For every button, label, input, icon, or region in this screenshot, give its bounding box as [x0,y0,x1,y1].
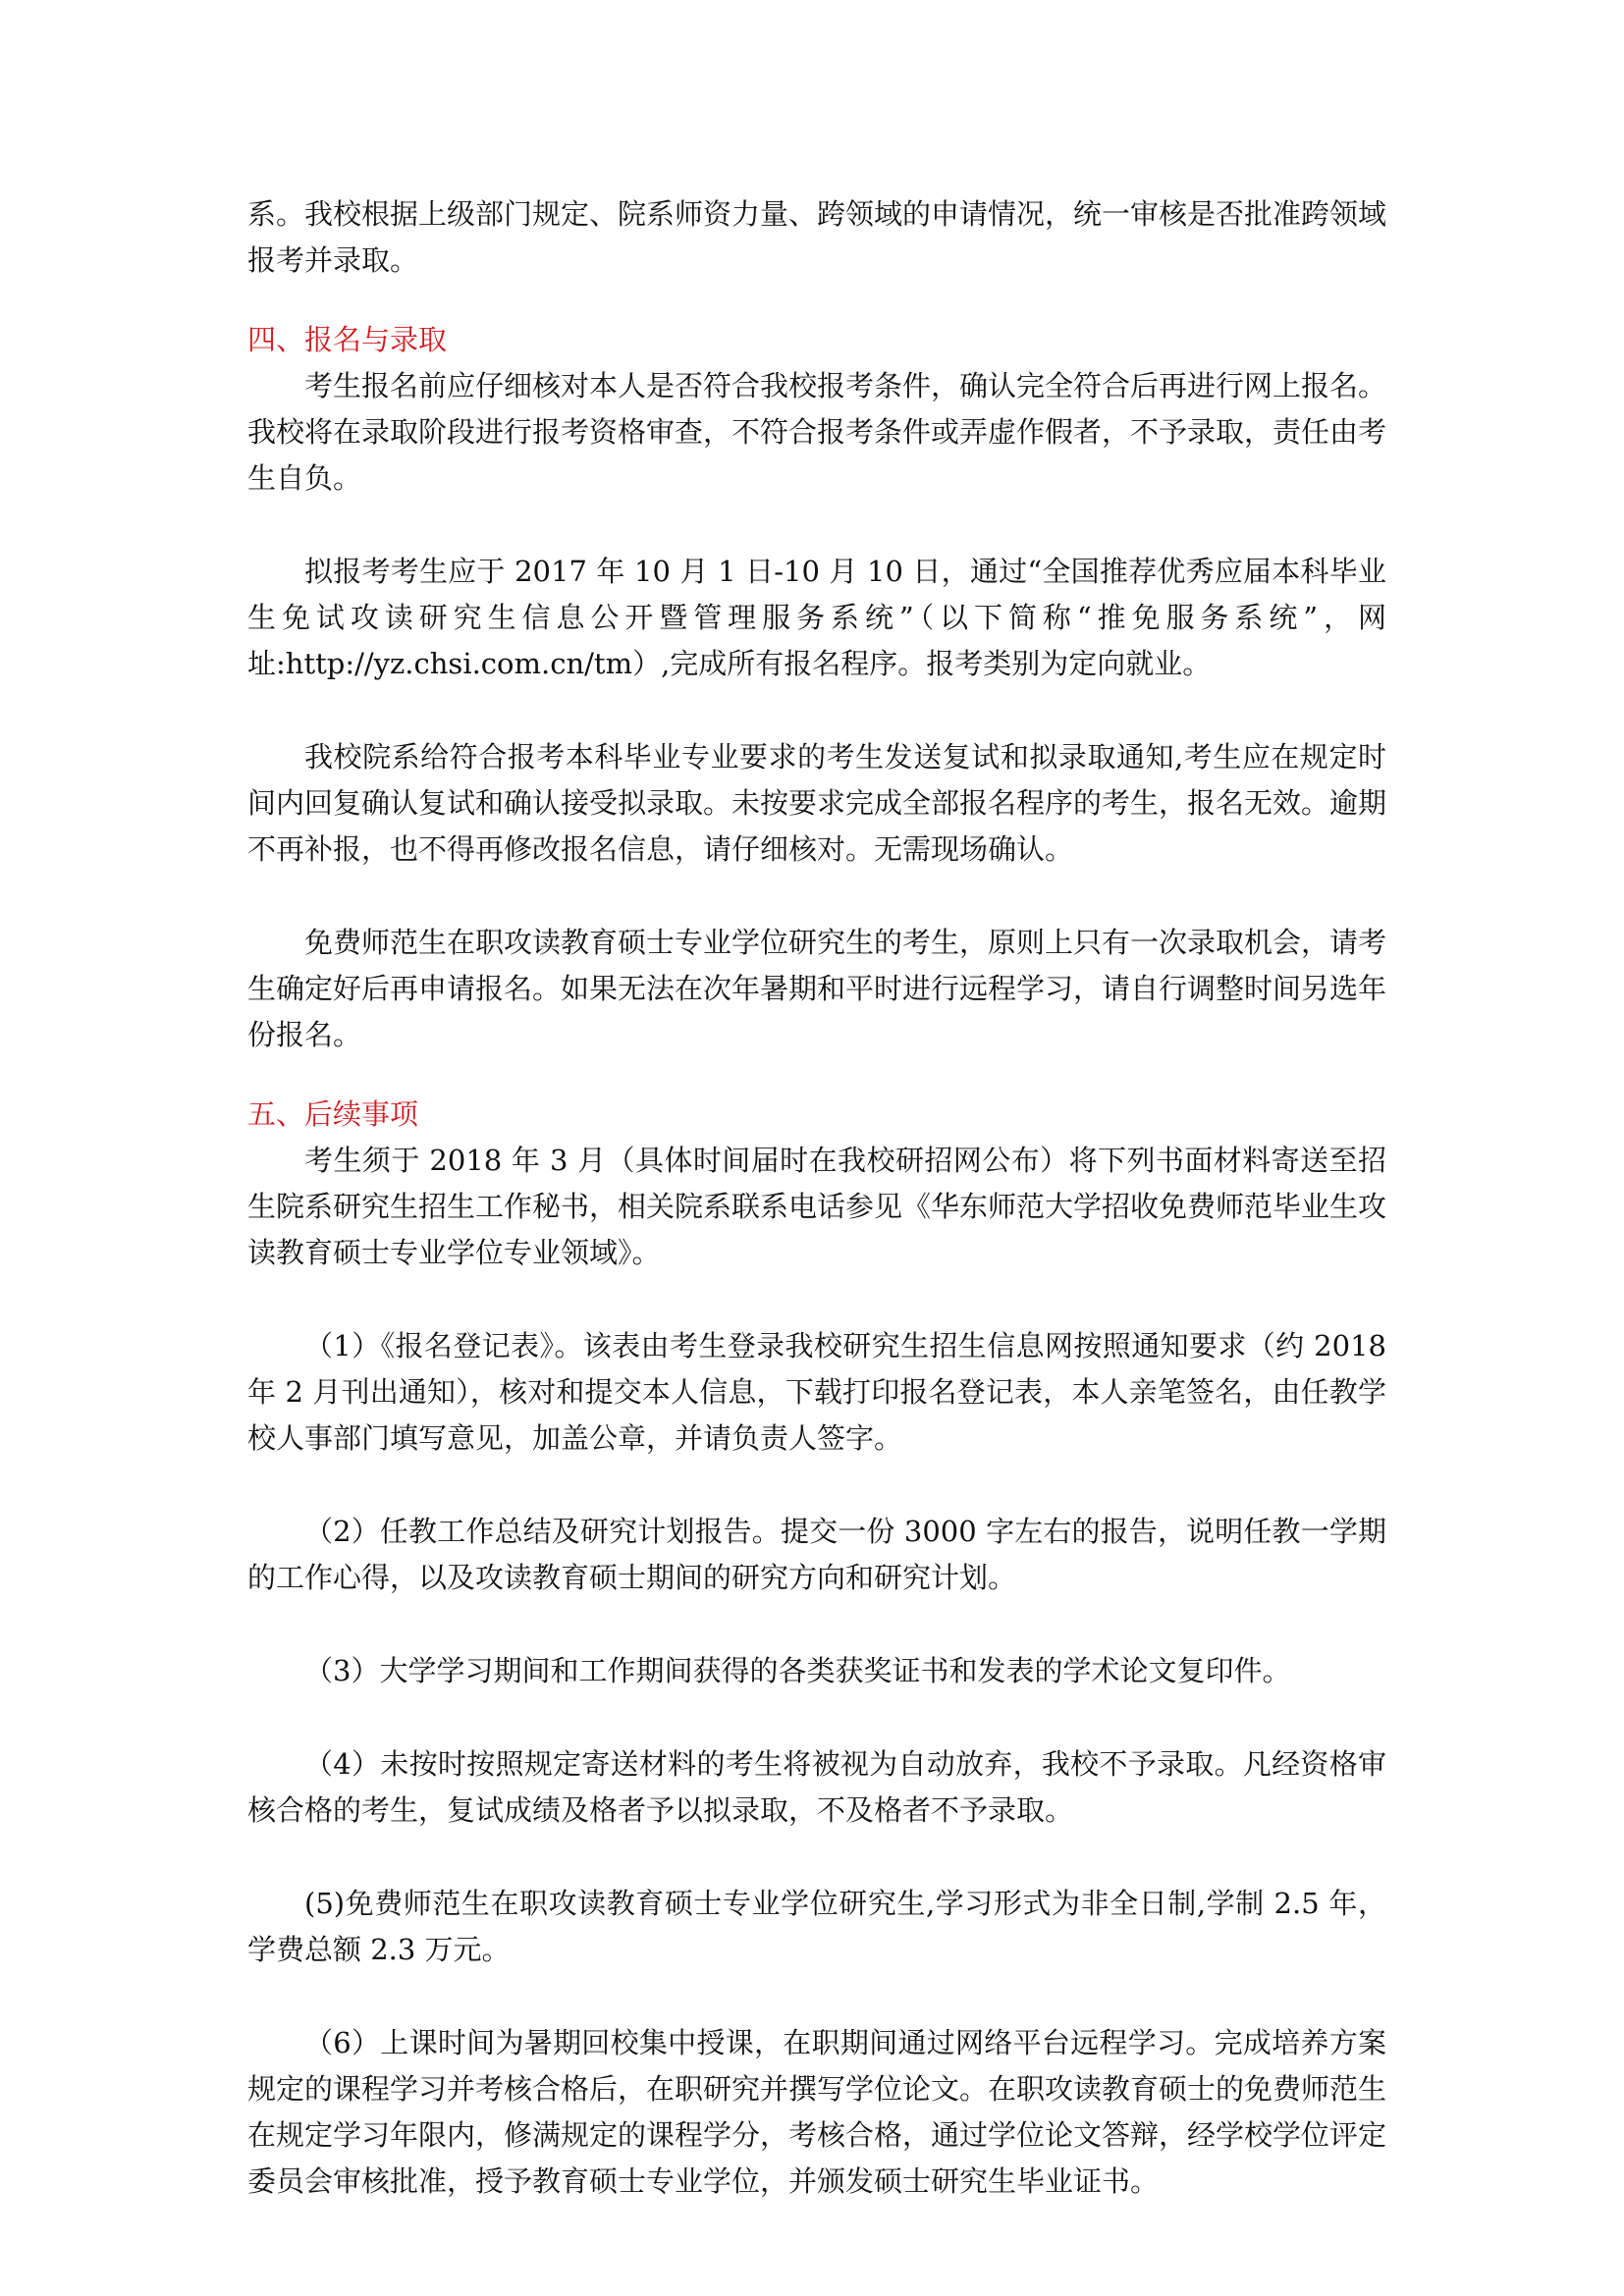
list-item-late-materials: （4）未按时按照规定寄送材料的考生将被视为自动放弃，我校不予录取。凡经资格审核合格的考生，复试成绩及格者予以拟录取，不及格者不予录取。 [247,1747,1386,1827]
list-item-class-schedule: （6）上课时间为暑期回校集中授课，在职期间通过网络平台远程学习。完成培养方案规定的课程学习并考核合格后，在职研究并撰写学位论文。在职攻读教育硕士的免费师范生在规定学习年限内，修满规定的课程学分，考核合格，通过学位论文答辩，经学校学位评定委员会审核批准，授予教育硕士专业学位，并颁发硕士研究生毕业证书。 [247,2026,1387,2198]
paragraph-notification: 我校院系给符合报考本科毕业专业要求的考生发送复试和拟录取通知,考生应在规定时间内回复确认复试和确认接受拟录取。未按要求完成全部报名程序的考生，报名无效。逾期不再补报，也不得再修改报名信息，请仔细核对。无需现场确认。 [247,740,1387,866]
list-item-study-form: (5)免费师范生在职攻读教育硕士专业学位研究生,学习形式为非全日制,学制 2.5 年，学费总额 2.3 万元。 [247,1887,1386,1966]
paragraph-check-eligibility: 考生报名前应仔细核对本人是否符合我校报考条件，确认完全符合后再进行网上报名。我校将在录取阶段进行报考资格审查，不符合报考条件或弄虚作假者，不予录取，责任由考生自负。 [247,369,1387,495]
section-heading-followup: 五、后续事项 [247,1097,419,1131]
list-item-work-summary: （2）任教工作总结及研究计划报告。提交一份 3000 字左右的报告，说明任教一学期的工作心得，以及攻读教育硕士期间的研究方向和研究计划。 [247,1515,1386,1594]
document-page [247,191,1386,2205]
list-item-certificates: （3）大学学习期间和工作期间获得的各类获奖证书和发表的学术论文复印件。 [304,1654,1291,1687]
paragraph-one-chance: 免费师范生在职攻读教育硕士专业学位研究生的考生，原则上只有一次录取机会，请考生确定好后再申请报名。如果无法在次年暑期和平时进行远程学习，请自行调整时间另选年份报名。 [247,926,1387,1051]
paragraph-mail-materials: 考生须于 2018 年 3 月（具体时间届时在我校研招网公布）将下列书面材料寄送至招生院系研究生招生工作秘书，相关院系联系电话参见《华东师范大学招收免费师范毕业生攻读教育硕士专业学位专业领域》。 [247,1144,1387,1269]
paragraph-cross-field-review: 系。我校根据上级部门规定、院系师资力量、跨领域的申请情况，统一审核是否批准跨领域报考并录取。 [247,197,1387,277]
section-heading-registration: 四、报名与录取 [247,323,448,356]
paragraph-online-registration: 拟报考考生应于 2017 年 10 月 1 日-10 月 10 日，通过“全国推荐优秀应届本科毕业生免试攻读研究生信息公开暨管理服务系统”（以下简称“推免服务系统”，网址:http://yz.chsi.com.cn/tm）,完成所有报名程序。报考类别为定向就业。 [247,555,1386,680]
list-item-registration-form: （1）《报名登记表》。该表由考生登录我校研究生招生信息网按照通知要求（约 2018 年 2 月刊出通知），核对和提交本人信息，下载打印报名登记表，本人亲笔签名，由任教学校人事部门填写意见，加盖公章，并请负责人签字。 [247,1329,1386,1455]
